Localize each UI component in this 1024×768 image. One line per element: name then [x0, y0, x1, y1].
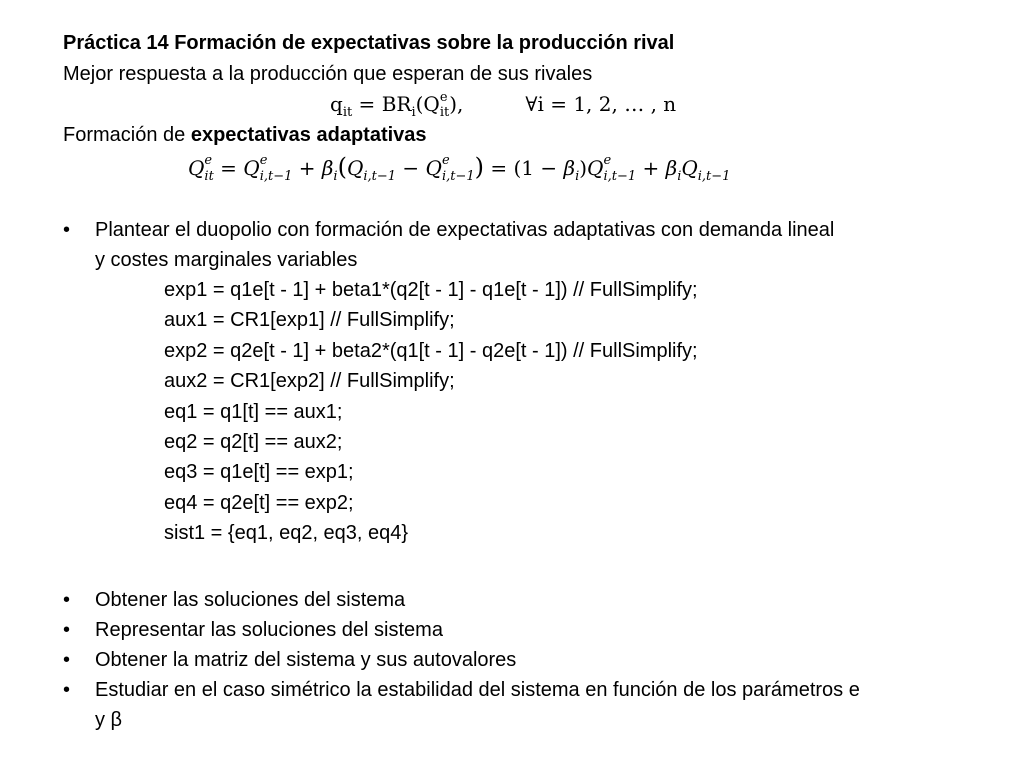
eq2-b1: β	[321, 156, 334, 180]
bullet-item-matrix	[63, 645, 1003, 675]
eq2-t5-sub: i,t−1	[603, 169, 637, 184]
eq2-t5: Q	[587, 156, 604, 180]
eq2-t5-sup: e	[603, 153, 612, 168]
eq1-q-sup: e	[439, 90, 448, 105]
eq2-t1-sup: e	[204, 153, 213, 168]
bullet-dot: •	[63, 649, 71, 671]
eq2-minus: −	[396, 156, 426, 180]
eq2-b1-sub: i	[333, 169, 338, 184]
bullet-dot: •	[63, 679, 71, 701]
eq2-close: )	[474, 153, 485, 181]
eq1-forall: ∀i = 1, 2, … , n	[525, 92, 677, 116]
slide-subtitle: Mejor respuesta a la producción que esperan de sus rivales	[63, 63, 593, 85]
eq2-open: (	[337, 153, 347, 181]
bullet-dot: •	[63, 619, 71, 641]
eq1-equals: =	[352, 92, 382, 116]
bullet-item-duopoly	[63, 215, 1003, 275]
code-line: eq1 = q1[t] == aux1;	[164, 400, 343, 423]
code-line: aux1 = CR1[exp1] // FullSimplify;	[164, 309, 455, 332]
eq1-lhs: q	[330, 92, 343, 116]
eq2-b3: β	[665, 156, 678, 180]
heading2-plain: Formación de	[63, 124, 191, 146]
code-block	[164, 275, 698, 549]
eq2-b3-sub: i	[677, 169, 682, 184]
bullet-item-plot	[63, 615, 1003, 645]
eq2-t1-sub: it	[204, 169, 214, 184]
eq2-b2-sub: i	[575, 169, 580, 184]
bullet-last-line2: y β	[95, 709, 123, 731]
eq2-plus2: +	[636, 156, 666, 180]
eq2-paren-close: )	[579, 156, 588, 180]
bullet-text: Obtener la matriz del sistema y sus autovalores	[95, 649, 517, 671]
bullet-dot: •	[63, 589, 71, 611]
eq2-t3: Q	[346, 156, 364, 180]
adaptive-expectations-heading	[63, 120, 427, 150]
eq2-t2-sub: i,t−1	[259, 169, 293, 184]
eq2-t6-sub: i,t−1	[697, 169, 731, 184]
code-line: exp1 = q1e[t - 1] + beta1*(q2[t - 1] - q1e[t - 1]) // FullSimplify;	[164, 279, 698, 301]
bullet1-line2: y costes marginales variables	[95, 249, 358, 271]
eq2-plus: +	[292, 156, 322, 180]
bullet-dot: •	[63, 219, 71, 241]
eq1-open: (Q	[415, 92, 440, 116]
eq2-b2: β	[563, 156, 576, 180]
bullet-last-line1: Estudiar en el caso simétrico la estabilidad del sistema en función de los parámetros e	[95, 679, 860, 701]
eq2-t4-sub: i,t−1	[441, 169, 475, 184]
bullet-text: Obtener las soluciones del sistema	[95, 589, 406, 611]
eq2-t1: Q	[188, 156, 205, 180]
eq2-t2-sup: e	[259, 153, 268, 168]
bullet-item-solutions	[63, 585, 1003, 615]
eq2-t2: Q	[243, 156, 260, 180]
bullet-item-stability	[63, 675, 1003, 735]
code-line: eq3 = q1e[t] == exp1;	[164, 461, 354, 484]
eq1-lhs-sub: it	[342, 105, 353, 120]
eq2-t3-sub: i,t−1	[363, 169, 397, 184]
eq1-br: BR	[381, 92, 412, 116]
eq2-eq: =	[213, 156, 244, 180]
eq1-close: ),	[449, 92, 464, 116]
eq2-eq2: =	[484, 156, 514, 180]
eq2-t4-sup: e	[441, 153, 450, 168]
bullet-list-bottom	[63, 585, 1003, 735]
code-line: sist1 = {eq1, eq2, eq3, eq4}	[164, 522, 409, 545]
code-line: aux2 = CR1[exp2] // FullSimplify;	[164, 370, 455, 393]
adaptive-expectations-equation	[188, 152, 730, 192]
eq2-t6: Q	[681, 156, 698, 180]
bullet1-line1: Plantear el duopolio con formación de expectativas adaptativas con demanda lineal	[95, 219, 835, 241]
eq1-q-sub: it	[439, 105, 450, 120]
eq2-t4: Q	[425, 156, 442, 180]
code-line: exp2 = q2e[t - 1] + beta2*(q1[t - 1] - q2e[t - 1]) // FullSimplify;	[164, 339, 698, 362]
bullet-list-top	[63, 215, 1003, 275]
code-line: eq2 = q2[t] == aux2;	[164, 431, 343, 454]
eq2-paren-open: (1 −	[513, 156, 564, 180]
heading2-bold: expectativas adaptativas	[190, 124, 427, 146]
slide-title: Práctica 14 Formación de expectativas sobre la producción rival	[63, 32, 675, 54]
eq1-br-sub: i	[411, 105, 416, 120]
bullet-text: Representar las soluciones del sistema	[95, 619, 443, 641]
code-line: eq4 = q2e[t] == exp2;	[164, 491, 354, 514]
